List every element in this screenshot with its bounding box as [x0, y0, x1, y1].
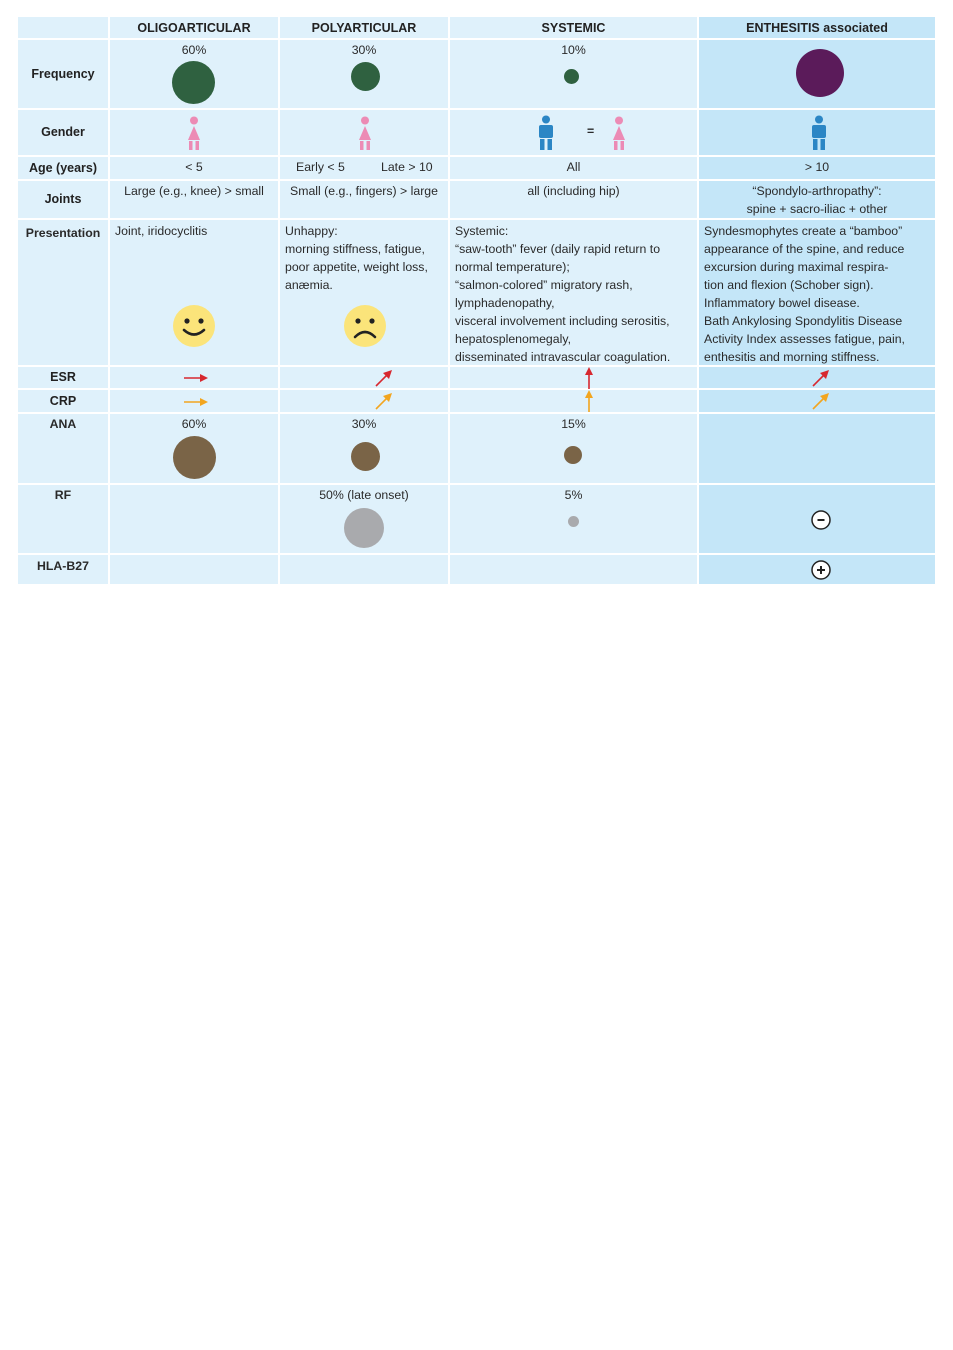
ana-ent-cell [699, 414, 935, 483]
joints-poly-value: Small (e.g., fingers) > large [290, 184, 438, 198]
age-poly-early: Early < 5 [296, 160, 345, 174]
esr-poly-cell [280, 367, 448, 388]
joints-sys-cell [450, 181, 697, 218]
presentation-sys-line: visceral involvement including serositis, [455, 314, 670, 328]
arrow-right-icon [182, 395, 210, 409]
presentation-sys-line: “saw-tooth” fever (daily rapid return to [455, 242, 661, 256]
age-ent-cell [699, 157, 935, 179]
presentation-poly-line: anæmia. [285, 278, 333, 292]
presentation-ent-line: Activity Index assesses fatigue, pain, [704, 332, 905, 346]
presentation-oligo-text: Joint, iridocyclitis [115, 224, 208, 238]
gender-equal-sign: = [587, 124, 595, 138]
crp-oligo-cell [110, 390, 278, 412]
rf-poly-cell [280, 485, 448, 553]
ana-poly-cell [280, 414, 448, 483]
frequency-sys-dot [564, 69, 579, 84]
gender-ent-cell [699, 110, 935, 155]
arrow-up-right-icon [374, 368, 394, 388]
presentation-ent-line: excursion during maximal respira- [704, 260, 889, 274]
plus-circle-icon [811, 560, 831, 580]
row-label-rf-cell [18, 485, 108, 553]
crp-ent-cell [699, 390, 935, 412]
boy-icon [810, 115, 828, 152]
frequency-sys-value: 10% [561, 43, 586, 57]
presentation-poly-cell [280, 220, 448, 365]
row-label-ana-cell [18, 414, 108, 483]
ana-poly-value: 30% [351, 417, 377, 431]
presentation-sys-line: disseminated intravascular coagulation. [455, 350, 671, 364]
corner-cell [18, 17, 108, 38]
age-poly-late: Late > 10 [381, 160, 433, 174]
esr-ent-cell [699, 367, 935, 388]
arrow-up-icon [582, 390, 596, 413]
joints-oligo-cell [110, 181, 278, 218]
row-label-ana: ANA [49, 417, 77, 431]
happy-face-icon [173, 305, 215, 347]
rf-poly-value: 50% (late onset) [319, 488, 409, 502]
row-label-esr: ESR [18, 367, 108, 388]
presentation-sys-line: Systemic: [455, 224, 509, 238]
ana-sys-dot [564, 446, 582, 464]
ana-sys-value: 15% [561, 417, 586, 431]
frequency-oligo-cell [110, 40, 278, 108]
row-label-frequency: Frequency [18, 40, 108, 108]
rf-ent-cell [699, 485, 935, 553]
row-label-hla-cell [18, 555, 108, 584]
presentation-ent-cell [699, 220, 935, 365]
joints-ent-line-1: “Spondylo-arthropathy”: [752, 184, 882, 198]
gender-sys-cell [450, 110, 697, 155]
ana-sys-cell [450, 414, 697, 483]
girl-icon [610, 116, 628, 152]
age-poly-cell [280, 157, 448, 179]
presentation-poly-line: Unhappy: [285, 224, 338, 238]
arrow-right-icon [182, 371, 210, 385]
crp-poly-cell [280, 390, 448, 412]
row-label-hla: HLA-B27 [37, 559, 89, 573]
presentation-ent-line: appearance of the spine, and reduce [704, 242, 905, 256]
presentation-sys-line: lymphadenopathy, [455, 296, 555, 310]
rf-poly-dot [344, 508, 384, 548]
presentation-ent-line: enthesitis and morning stiffness. [704, 350, 880, 364]
header-oligoarticular: OLIGOARTICULAR [110, 17, 278, 38]
arrow-up-right-icon [811, 368, 831, 388]
presentation-poly-line: morning stiffness, fatigue, [285, 242, 425, 256]
frequency-ent-dot [796, 49, 844, 97]
age-ent-value: > 10 [804, 160, 830, 174]
frequency-poly-dot [351, 62, 380, 91]
girl-icon [185, 116, 203, 152]
boy-icon [537, 115, 555, 152]
presentation-sys-line: normal temperature); [455, 260, 570, 274]
header-polyarticular: POLYARTICULAR [280, 17, 448, 38]
arrow-up-right-icon [374, 391, 394, 411]
header-systemic: SYSTEMIC [450, 17, 697, 38]
esr-sys-cell [450, 367, 697, 388]
row-label-presentation: Presentation [25, 226, 101, 240]
age-sys-value: All [566, 160, 581, 174]
rf-sys-value: 5% [564, 488, 583, 502]
joints-sys-value: all (including hip) [527, 184, 620, 198]
frequency-ent-cell [699, 40, 935, 108]
arrow-up-icon [582, 367, 596, 390]
rf-oligo-cell [110, 485, 278, 553]
arrow-up-right-icon [811, 391, 831, 411]
ana-oligo-cell [110, 414, 278, 483]
frequency-oligo-value: 60% [181, 43, 207, 57]
hla-poly-cell [280, 555, 448, 584]
girl-icon [356, 116, 374, 152]
presentation-oligo-cell [110, 220, 278, 365]
presentation-poly-line: poor appetite, weight loss, [285, 260, 428, 274]
row-label-crp: CRP [18, 390, 108, 412]
age-oligo-value: < 5 [185, 160, 203, 174]
joints-ent-line-2: spine + sacro-iliac + other [746, 202, 888, 216]
frequency-poly-cell [280, 40, 448, 108]
gender-poly-cell [280, 110, 448, 155]
presentation-ent-line: Inflammatory bowel disease. [704, 296, 860, 310]
rf-sys-dot [568, 516, 579, 527]
row-label-age: Age (years) [18, 157, 108, 179]
joints-oligo-value: Large (e.g., knee) > small [124, 184, 264, 198]
presentation-sys-cell [450, 220, 697, 365]
hla-oligo-cell [110, 555, 278, 584]
presentation-ent-line: Syndesmophytes create a “bamboo” [704, 224, 903, 238]
frequency-poly-value: 30% [351, 43, 377, 57]
joints-poly-cell [280, 181, 448, 218]
presentation-ent-line: tion and flexion (Schober sign). [704, 278, 874, 292]
age-sys-cell [450, 157, 697, 179]
row-label-joints: Joints [18, 181, 108, 218]
row-label-gender: Gender [18, 110, 108, 155]
sad-face-icon [344, 305, 386, 347]
presentation-ent-line: Bath Ankylosing Spondylitis Disease [704, 314, 903, 328]
joints-ent-cell [699, 181, 935, 218]
frequency-sys-cell [450, 40, 697, 108]
esr-oligo-cell [110, 367, 278, 388]
hla-sys-cell [450, 555, 697, 584]
presentation-sys-line: “salmon-colored” migratory rash, [455, 278, 633, 292]
row-label-rf: RF [54, 488, 72, 502]
frequency-oligo-dot [172, 61, 215, 104]
presentation-sys-line: hepatosplenomegaly, [455, 332, 571, 346]
header-enthesitis: ENTHESITIS associated [699, 17, 935, 38]
rf-sys-cell [450, 485, 697, 553]
ana-oligo-value: 60% [181, 417, 207, 431]
crp-sys-cell [450, 390, 697, 412]
minus-circle-icon [811, 510, 831, 530]
age-oligo-cell [110, 157, 278, 179]
comparison-table [18, 17, 935, 584]
ana-poly-dot [351, 442, 380, 471]
row-label-presentation-cell [18, 220, 108, 365]
hla-ent-cell [699, 555, 935, 584]
ana-oligo-dot [173, 436, 216, 479]
gender-oligo-cell [110, 110, 278, 155]
